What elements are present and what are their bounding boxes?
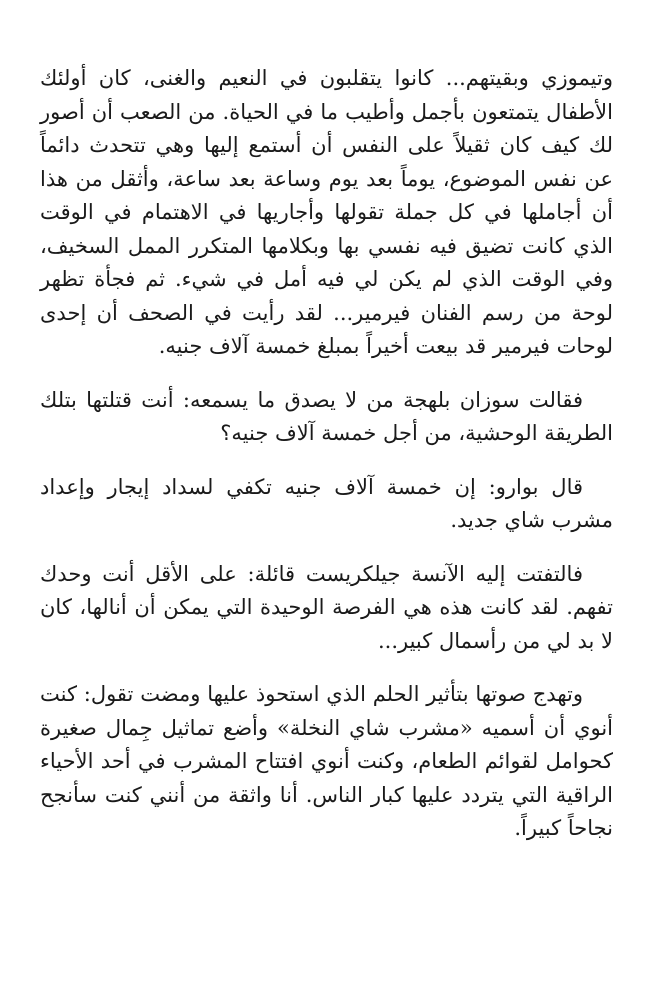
paragraph-2: فقالت سوزان بلهجة من لا يصدق ما يسمعه: أنت قتلتها بتلك الطريقة الوحشية، من أجل خمسة آلاف جنيه؟: [40, 387, 613, 445]
paragraph-4: فالتفتت إليه الآنسة جيلكريست قائلة: على الأقل أنت وحدك تفهم. لقد كانت هذه هي الفرصة الوحيدة التي يمكن أن أنالها، كان لا بد لي من رأسمال كبير...: [40, 561, 613, 653]
paragraph-1: وتيموزي وبقيتهم... كانوا يتقلبون في النعيم والغنى، كان أولئك الأطفال يتمتعون بأجمل وأطيب ما في الحياة. من الصعب أن أصور لك كيف كان ثقيلاً على النفس أن أستمع إليها وهي تتحدث دائماً عن نفس الموضوع، يوماً بعد يوم وساعة بعد ساعة، وأثقل من هذا أن أجاملها في كل جملة تقولها وأجاريها في الاهتمام في الوقت الذي كانت تضيق فيه نفسي بها وبكلامها المتكرر الممل السخيف، وفي الوقت الذي لم يكن لي فيه أمل في شيء. ثم فجأة تظهر لوحة من رسم الفنان فيرمير... لقد رأيت في الصحف أن إحدى لوحات فيرمير قد بيعت أخيراً بمبلغ خمسة آلاف جنيه.: [40, 66, 613, 358]
paragraph-5: وتهدج صوتها بتأثير الحلم الذي استحوذ عليها ومضت تقول: كنت أنوي أن أسميه «مشرب شاي النخلة» وأضع تماثيل جِمال صغيرة كحوامل لقوائم الطعام، وكنت أنوي افتتاح المشرب في أحد الأحياء الراقية التي يتردد عليها كبار الناس. أنا واثقة من أنني كنت سأنجح نجاحاً كبيراً.: [40, 682, 613, 840]
paragraph-3: قال بوارو: إن خمسة آلاف جنيه تكفي لسداد إيجار وإعداد مشرب شاي جديد.: [40, 474, 613, 532]
